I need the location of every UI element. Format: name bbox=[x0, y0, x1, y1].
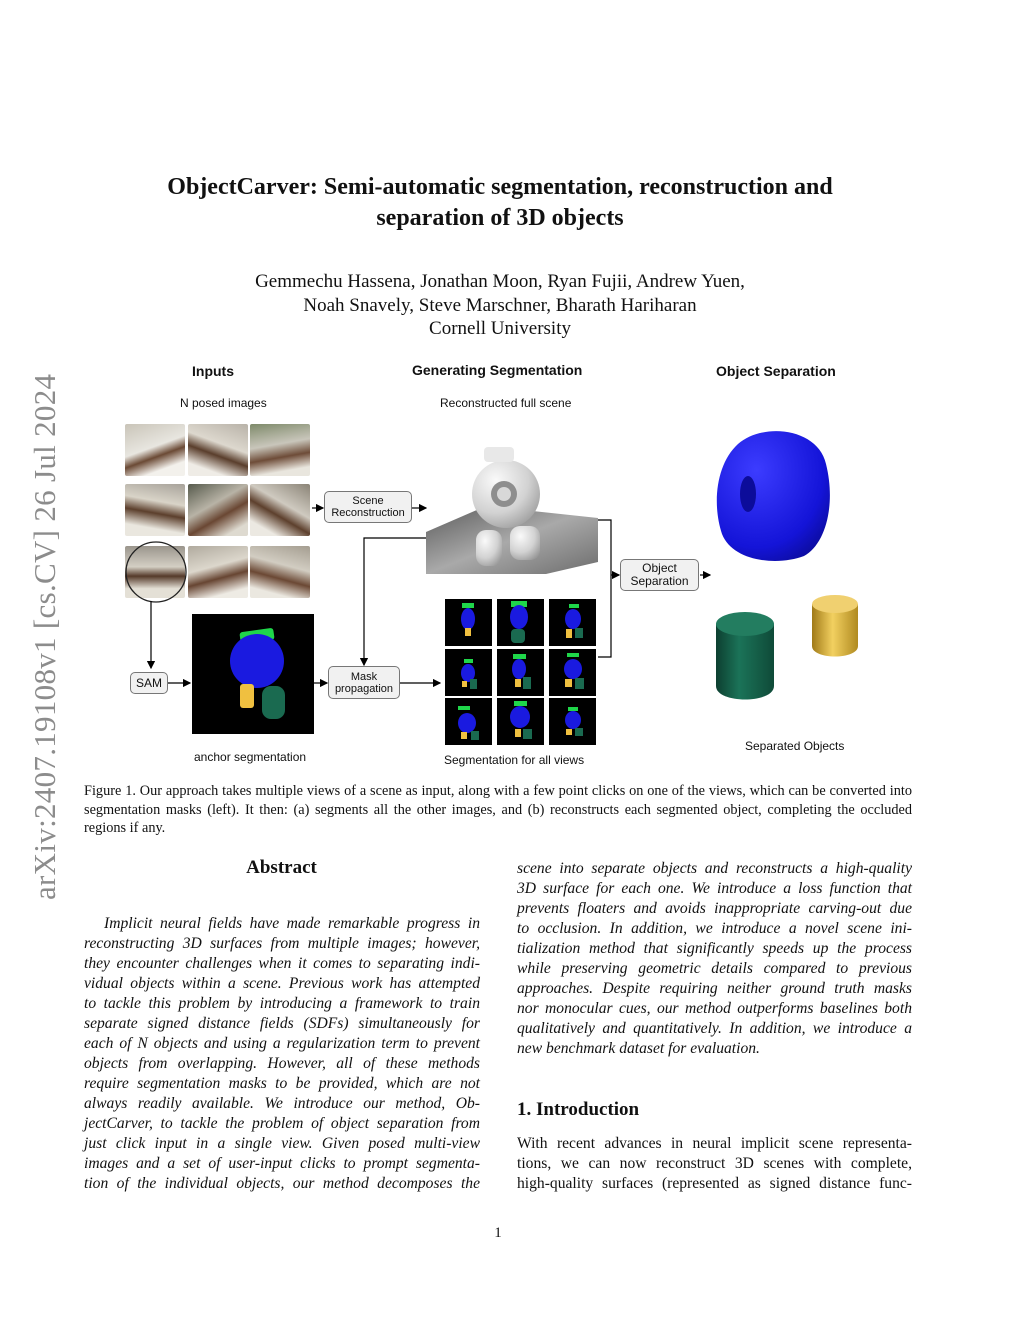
abstract-right-column bbox=[517, 859, 912, 1059]
reconstructed-scene-render bbox=[426, 442, 598, 574]
abstract-line: new benchmark dataset for evaluation. bbox=[517, 1040, 760, 1057]
arxiv-identifier: arXiv:2407.19108v1 [cs.CV] 26 Jul 2024 bbox=[27, 373, 62, 900]
abstract-line: each of N objects and using a regularization term to prevent bbox=[84, 1035, 480, 1052]
abstract-heading: Abstract bbox=[246, 857, 317, 878]
scene-reconstruction-box: Scene Reconstruction bbox=[324, 491, 412, 523]
object-separation-box: Object Separation bbox=[620, 559, 699, 591]
object-separation-heading: Object Separation bbox=[716, 363, 836, 379]
anchor-segmentation-label: anchor segmentation bbox=[194, 750, 307, 764]
affiliation: Cornell University bbox=[429, 318, 571, 339]
separated-object-gold bbox=[812, 595, 858, 657]
segmentation-view bbox=[497, 649, 544, 696]
abstract-line: to occlusion. In addition, we introduce a novel scene ini- bbox=[517, 920, 912, 937]
segmentation-view bbox=[549, 698, 596, 745]
intro-line: With recent advances in neural implicit scene representa- bbox=[517, 1135, 912, 1152]
sam-box: SAM bbox=[130, 672, 168, 694]
segmentation-view bbox=[549, 599, 596, 646]
figure-caption: Figure 1. Our approach takes multiple views of a scene as input, along with a few point clicks on one of the views, which can be converted into segmentation masks (left). It then: (a) segments all the other images, and (b) reconstructs each segmented object, completing the occluded regions if any. bbox=[84, 783, 912, 836]
abstract-line: nor monocular cues, our method outperforms baselines both bbox=[517, 1000, 912, 1017]
abstract-line: scene into separate objects and reconstructs a high-quality bbox=[517, 860, 912, 877]
generating-segmentation-heading: Generating Segmentation bbox=[412, 362, 583, 378]
segmentation-view bbox=[497, 698, 544, 745]
abstract-line: Implicit neural fields have made remarkable progress in bbox=[104, 915, 480, 932]
bracket-to-object-separation bbox=[598, 520, 611, 657]
intro-line: high-quality surfaces (represented as signed distance func- bbox=[517, 1175, 912, 1192]
title-line-1: ObjectCarver: Semi-automatic segmentation, reconstruction and bbox=[167, 174, 833, 200]
intro-line: tions, we can now reconstruct 3D scenes with complete, bbox=[517, 1155, 912, 1172]
reconstructed-scene-subheading: Reconstructed full scene bbox=[440, 396, 572, 410]
authors-line-1: Gemmechu Hassena, Jonathan Moon, Ryan Fujii, Andrew Yuen, bbox=[255, 271, 745, 292]
abstract-line: require segmentation masks to be provided, which are not bbox=[84, 1075, 480, 1092]
abstract-line: images and a set of user-input clicks to prompt segmenta- bbox=[84, 1155, 480, 1172]
mask-propagation-box: Mask propagation bbox=[328, 666, 400, 699]
abstract-line: separate signed distance fields (SDFs) simultaneously for bbox=[84, 1015, 480, 1032]
title-line-2: separation of 3D objects bbox=[376, 205, 624, 231]
separated-objects-render bbox=[708, 424, 868, 724]
page-number: 1 bbox=[494, 1225, 502, 1241]
segmentation-view bbox=[497, 599, 544, 646]
inputs-subheading: N posed images bbox=[180, 396, 267, 410]
introduction-body bbox=[517, 1134, 912, 1194]
segmentation-view bbox=[445, 599, 492, 646]
abstract-line: always readily available. We introduce our method, Ob- bbox=[84, 1095, 480, 1112]
segmentation-view bbox=[549, 649, 596, 696]
authors-line-2: Noah Snavely, Steve Marschner, Bharath Hariharan bbox=[303, 294, 697, 316]
abstract-line: 3D surface for each one. We introduce a loss function that bbox=[517, 880, 912, 897]
abstract-line: tialization method that significantly speeds up the process bbox=[517, 940, 912, 957]
abstract-line: they encounter challenges when it comes to separating indi- bbox=[84, 955, 480, 972]
anchor-segmentation-mask bbox=[192, 614, 314, 734]
abstract-line: objects from overlapping. However, all of these methods bbox=[84, 1055, 480, 1072]
segmentation-view bbox=[445, 698, 492, 745]
abstract-line: qualitatively and quantitatively. In addition, we introduce a bbox=[517, 1020, 912, 1037]
separated-objects-label: Separated Objects bbox=[745, 739, 845, 753]
arrow-scene-to-mask-prop bbox=[364, 538, 426, 665]
abstract-line: to tackle this problem by introducing a framework to train bbox=[84, 995, 480, 1012]
abstract-line: jectCarver, to tackle the problem of object separation from bbox=[84, 1115, 480, 1132]
introduction-heading: 1. Introduction bbox=[517, 1099, 640, 1120]
abstract-line: while preserving geometric details compared to previous bbox=[517, 960, 912, 977]
abstract-line: tion of the individual objects, our method decomposes the bbox=[84, 1175, 480, 1192]
abstract-line: just click input in a single view. Given posed multi-view bbox=[84, 1135, 480, 1152]
separated-object-teal bbox=[716, 612, 774, 700]
segmentation-all-views-label: Segmentation for all views bbox=[444, 753, 585, 767]
segmentation-view bbox=[445, 649, 492, 696]
abstract-line: approaches. Despite requiring neither ground truth masks bbox=[517, 980, 912, 997]
abstract-line: prevents floaters and avoids inappropriate carving-out due bbox=[517, 900, 912, 917]
abstract-line: reconstructing 3D surfaces from multiple images; however, bbox=[84, 935, 480, 952]
inputs-heading: Inputs bbox=[192, 363, 234, 379]
click-highlight-circle bbox=[126, 542, 186, 602]
separated-object-blue bbox=[717, 431, 830, 561]
abstract-line: vidual objects within a scene. Previous work has attempted bbox=[84, 975, 480, 992]
abstract-left-column bbox=[84, 914, 480, 1194]
